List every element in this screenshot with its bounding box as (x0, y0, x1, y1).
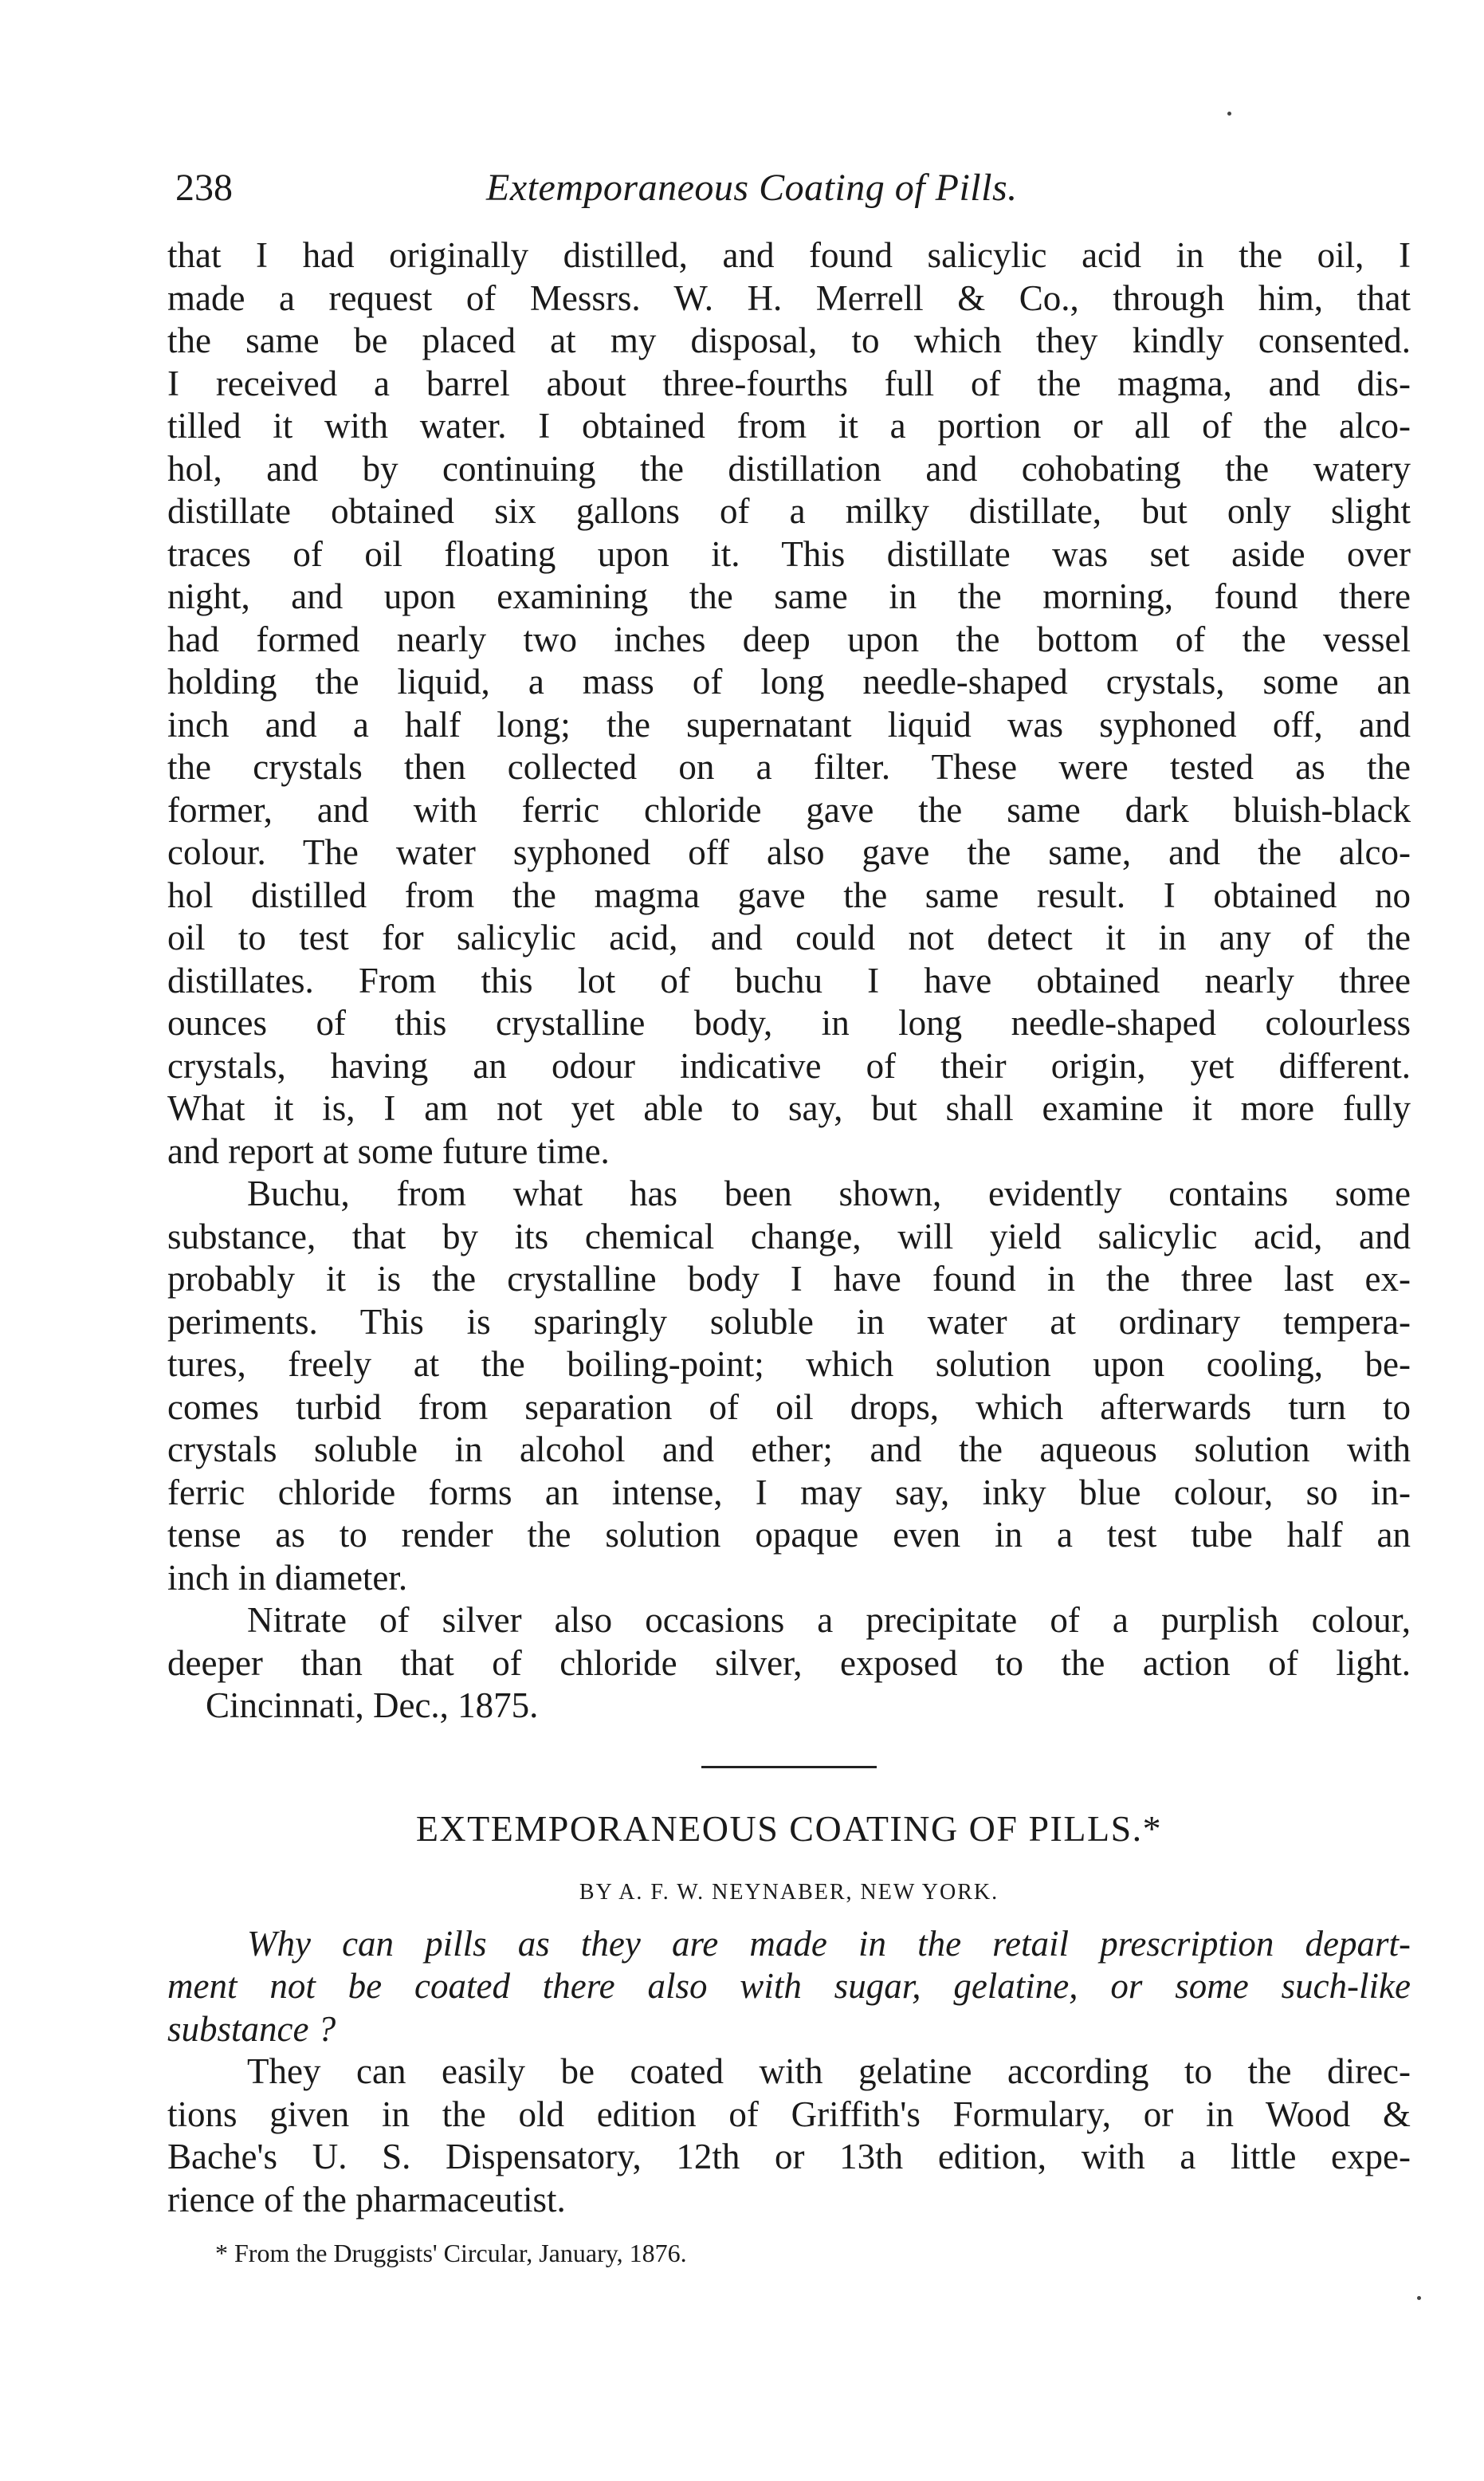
question-line: substance ? (167, 2008, 336, 2049)
text-line: hol distilled from the magma gave the same result. I obtained no (167, 875, 1411, 915)
text-line: that I had originally distilled, and found salicylic acid in the oil, I (167, 235, 1411, 275)
text-line: had formed nearly two inches deep upon the bottom of the vessel (167, 619, 1411, 659)
book-page (167, 159, 1411, 2272)
article-text (167, 1923, 1411, 2222)
text-line: ferric chloride forms an intense, I may say, inky blue colour, so in- (167, 1472, 1411, 1512)
body-text (167, 234, 1411, 1728)
place-date: Cincinnati, Dec., 1875. (206, 1685, 539, 1725)
question-line: Why can pills as they are made in the retail prescription depart- (247, 1923, 1411, 1964)
text-line: probably it is the crystalline body I have found in the three last ex- (167, 1259, 1411, 1299)
byline: BY A. F. W. NEYNABER, NEW YORK. (579, 1879, 999, 1905)
answer-line: rience of the pharmaceutist. (167, 2179, 566, 2220)
text-line: crystals, having an odour indicative of their origin, yet different. (167, 1045, 1411, 1086)
question-line: ment not be coated there also with sugar, gelatine, or some such-like (167, 1966, 1411, 2006)
text-line: former, and with ferric chloride gave the same dark bluish-black (167, 789, 1411, 830)
text-line: substance, that by its chemical change, will yield salicylic acid, and (167, 1216, 1411, 1256)
text-line: oil to test for salicylic acid, and could not detect it in any of the (167, 918, 1411, 957)
text-line: hol, and by continuing the distillation and cohobating the watery (167, 448, 1411, 489)
text-line: comes turbid from separation of oil drops, which afterwards turn to (167, 1386, 1411, 1427)
text-line: inch in diameter. (167, 1557, 408, 1598)
text-line: deeper than that of chloride silver, exposed to the action of light. (167, 1642, 1411, 1683)
text-line: and report at some future time. (167, 1130, 610, 1171)
answer-line: tions given in the old edition of Griffith's Formulary, or in Wood & (167, 2094, 1411, 2134)
page-number: 238 (175, 167, 233, 209)
text-line: tilled it with water. I obtained from it a portion or all of the alco- (167, 406, 1411, 446)
text-line: Nitrate of silver also occasions a precipitate of a purplish colour, (247, 1600, 1411, 1640)
text-line: tures, freely at the boiling-point; which solution upon cooling, be- (167, 1344, 1411, 1384)
text-line: colour. The water syphoned off also gave the same, and the alco- (167, 832, 1411, 872)
text-line: What it is, I am not yet able to say, but shall examine it more fully (167, 1088, 1411, 1128)
question-paragraph (167, 1923, 1411, 2051)
running-title: Extemporaneous Coating of Pills. (486, 167, 1018, 209)
margin-speck (1417, 2296, 1421, 2300)
text-line: night, and upon examining the same in the morning, found there (167, 576, 1411, 616)
article-title: EXTEMPORANEOUS COATING OF PILLS.* (415, 1807, 1163, 1849)
text-line: distillate obtained six gallons of a milky distillate, but only slight (167, 491, 1411, 531)
text-line: made a request of Messrs. W. H. Merrell & Co., through him, that (167, 277, 1411, 318)
text-line: the same be placed at my disposal, to which they kindly consented. (167, 320, 1411, 360)
running-head (167, 159, 1411, 217)
text-line: crystals soluble in alcohol and ether; and the aqueous solution with (167, 1429, 1411, 1469)
text-line: periments. This is sparingly soluble in water at ordinary tempera- (167, 1301, 1411, 1342)
text-line: ounces of this crystalline body, in long needle-shaped colourless (167, 1003, 1411, 1043)
text-line: I received a barrel about three-fourths full of the magma, and dis- (167, 363, 1411, 403)
section-rule (701, 1766, 877, 1768)
text-line: the crystals then collected on a filter. These were tested as the (167, 747, 1411, 787)
answer-line: They can easily be coated with gelatine according to the direc- (247, 2051, 1411, 2091)
text-line: traces of oil floating upon it. This distillate was set aside over (167, 533, 1411, 574)
text-line: inch and a half long; the supernatant liquid was syphoned off, and (167, 704, 1411, 745)
body-lines (167, 234, 1411, 1685)
text-line: Buchu, from what has been shown, evidently contains some (247, 1174, 1411, 1213)
text-line: tense as to render the solution opaque even in a test tube half an (167, 1515, 1411, 1555)
text-line: holding the liquid, a mass of long needle-shaped crystals, some an (167, 662, 1411, 702)
answer-paragraph (167, 2050, 1411, 2221)
margin-speck (1227, 112, 1231, 116)
footnote: * From the Druggists' Circular, January, 1876. (215, 2239, 687, 2267)
text-line: distillates. From this lot of buchu I have obtained nearly three (167, 960, 1411, 1001)
answer-line: Bache's U. S. Dispensatory, 12th or 13th edition, with a little expe- (167, 2137, 1411, 2176)
